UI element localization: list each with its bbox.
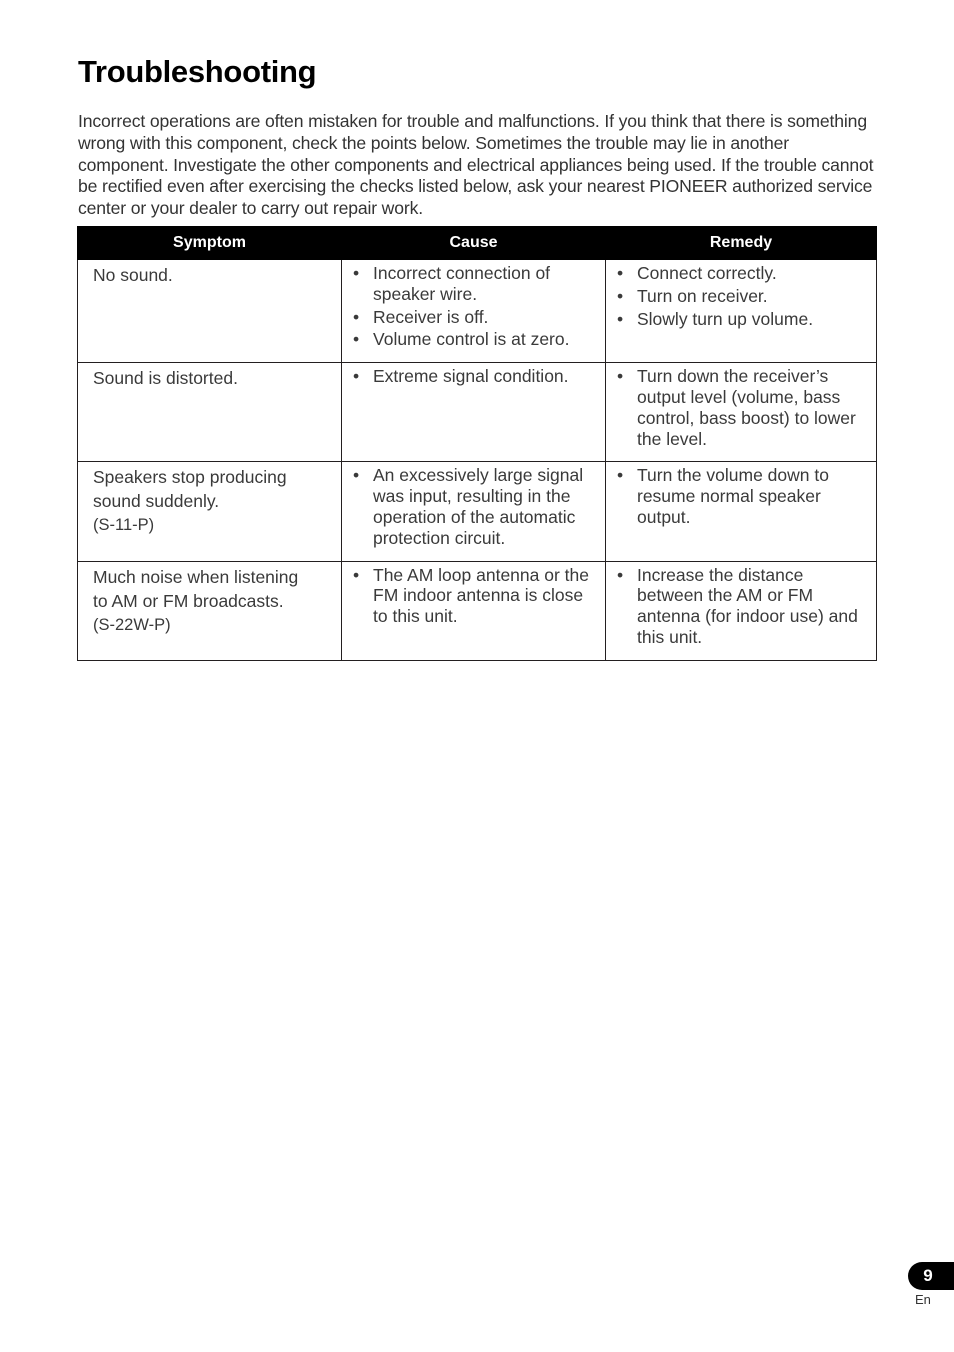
cause-list (357, 366, 595, 387)
cause-item: • Volume control is at zero. (352, 329, 595, 350)
intro-paragraph: Incorrect operations are often mistaken for trouble and malfunctions. If you think that there is something wrong with this component, check the points below. Sometimes the trouble may lie in another component. Investigate the other components and electrical appliances being used. If the trouble cannot be rectified even after exercising the checks listed below, ask your nearest PIONEER authorized service center or your dealer to carry out repair work. (78, 111, 874, 219)
model-label: (S-22W-P) (93, 615, 171, 634)
symptom-text: Speakers stop producing (93, 467, 287, 488)
remedy-cell (606, 561, 877, 660)
remedy-cell (606, 260, 877, 363)
symptom-cell (78, 462, 342, 561)
remedy-list (621, 263, 866, 329)
language-label: En (915, 1292, 931, 1307)
remedy-item: • Turn down the receiver’s output level (volume, bass control, bass boost) to lower the level. (616, 366, 866, 449)
cause-item: • Receiver is off. (352, 307, 595, 328)
symptom-text: Sound is distorted. (93, 368, 238, 389)
troubleshooting-table (77, 226, 877, 661)
cause-list (357, 263, 595, 350)
table-row (78, 561, 877, 660)
cause-cell (342, 462, 606, 561)
cause-list (357, 565, 595, 627)
model-label: (S-11-P) (93, 516, 155, 535)
table-row (78, 462, 877, 561)
cause-list (357, 465, 595, 548)
symptom-text: No sound. (93, 265, 173, 285)
remedy-item: • Increase the distance between the AM or FM antenna (for indoor use) and this unit. (616, 565, 866, 648)
symptom-cell (78, 363, 342, 462)
remedy-item: • Turn on receiver. (616, 286, 866, 307)
cause-item: • Incorrect connection of speaker wire. (352, 263, 595, 305)
remedy-list (621, 565, 866, 648)
cause-item: • An excessively large signal was input, resulting in the operation of the automatic protection circuit. (352, 465, 595, 548)
symptom-cell (78, 561, 342, 660)
table-row (78, 260, 877, 363)
cause-item: • Extreme signal condition. (352, 366, 595, 387)
remedy-item: • Connect correctly. (616, 263, 866, 284)
cause-cell (342, 561, 606, 660)
symptom-text: Much noise when listening (93, 566, 299, 587)
remedy-list (621, 366, 866, 449)
cause-cell (342, 260, 606, 363)
cause-cell (342, 363, 606, 462)
remedy-cell (606, 462, 877, 561)
remedy-item: • Slowly turn up volume. (616, 309, 866, 330)
remedy-item: • Turn the volume down to resume normal speaker output. (616, 465, 866, 527)
table-row (78, 363, 877, 462)
cause-item: • The AM loop antenna or the FM indoor antenna is close to this unit. (352, 565, 595, 627)
symptom-text: to AM or FM broadcasts. (93, 590, 284, 611)
header-remedy: Remedy (606, 227, 877, 260)
table-header-row (78, 227, 877, 260)
header-symptom: Symptom (78, 227, 342, 260)
symptom-text: sound suddenly. (93, 491, 220, 512)
remedy-cell (606, 363, 877, 462)
page-number: 9 (923, 1266, 933, 1285)
page-title: Troubleshooting (78, 54, 317, 89)
header-cause: Cause (342, 227, 606, 260)
symptom-cell (78, 260, 342, 363)
remedy-list (621, 465, 866, 527)
